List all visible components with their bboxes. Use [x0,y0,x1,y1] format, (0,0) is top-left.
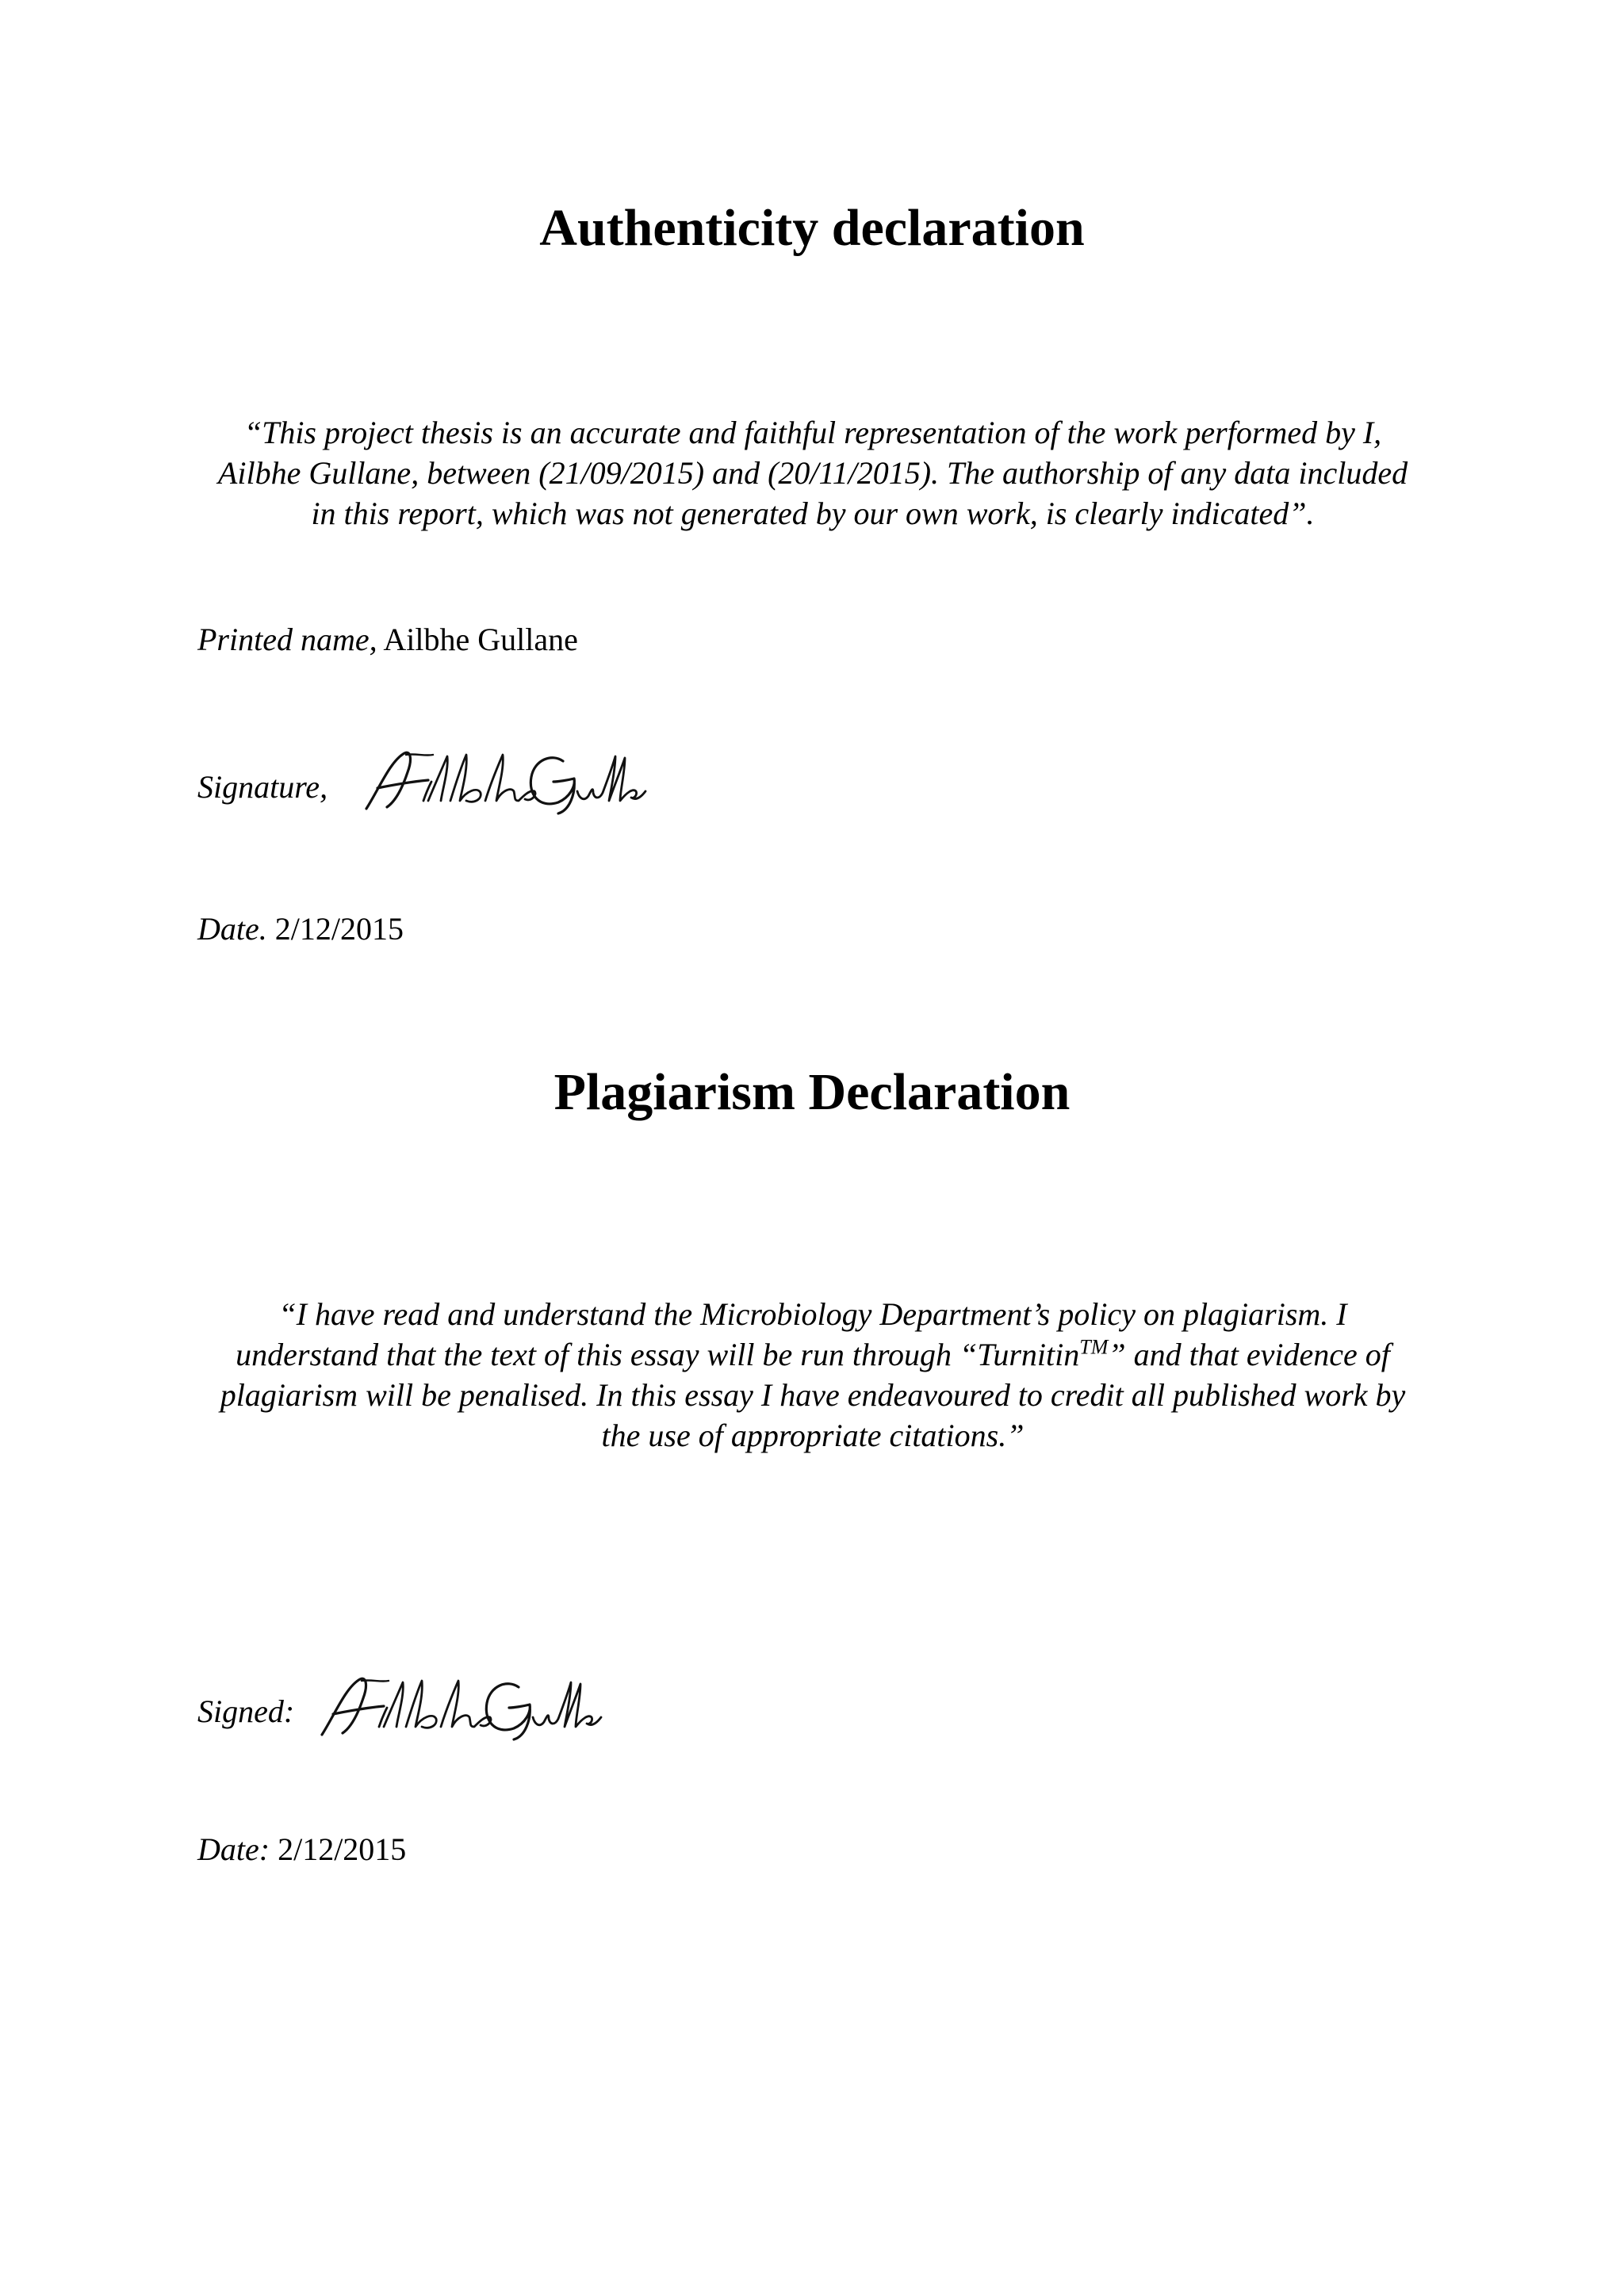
authenticity-signature-image [355,745,649,817]
signed-label: Signed: [197,1693,295,1729]
authenticity-title: Authenticity declaration [539,199,1085,257]
plagiarism-statement [182,1294,1443,1456]
plagiarism-statement-text: ” and that evidence of [1108,1337,1390,1372]
authenticity-statement-line: “This project thesis is an accurate and faithful representation of the work performed by I, [243,415,1382,450]
plagiarism-statement-line [182,1334,1443,1375]
plagiarism-signature-image [311,1671,604,1743]
plagiarism-date-field [197,1830,406,1869]
plagiarism-statement-text: understand that the text of this essay will be run through “Turnitin [236,1337,1080,1372]
plagiarism-statement-line: the use of appropriate citations.” [601,1418,1025,1453]
authenticity-date-value: 2/12/2015 [274,911,404,947]
plagiarism-statement-line: “I have read and understand the Microbiology Department’s policy on plagiarism. I [278,1296,1347,1332]
authenticity-statement [182,412,1443,534]
plagiarism-date-label: Date: [197,1831,270,1867]
plagiarism-title: Plagiarism Declaration [553,1063,1071,1121]
signature-field [197,767,327,807]
printed-name-field [197,620,578,660]
authenticity-date-field [197,909,404,949]
signed-field [197,1692,294,1732]
printed-name-label: Printed name, [197,622,377,657]
trademark-superscript: TM [1079,1335,1109,1359]
signature-label: Signature, [197,769,328,805]
authenticity-statement-line: in this report, which was not generated by our own work, is clearly indicated”. [311,496,1315,531]
printed-name-value: Ailbhe Gullane [383,622,578,657]
plagiarism-date-value: 2/12/2015 [278,1831,407,1867]
authenticity-statement-line: Ailbhe Gullane, between (21/09/2015) and (20/11/2015). The authorship of any data included [217,455,1408,491]
plagiarism-statement-line: plagiarism will be penalised. In this essay I have endeavoured to credit all published work by [220,1377,1406,1413]
authenticity-date-label: Date. [197,911,267,947]
